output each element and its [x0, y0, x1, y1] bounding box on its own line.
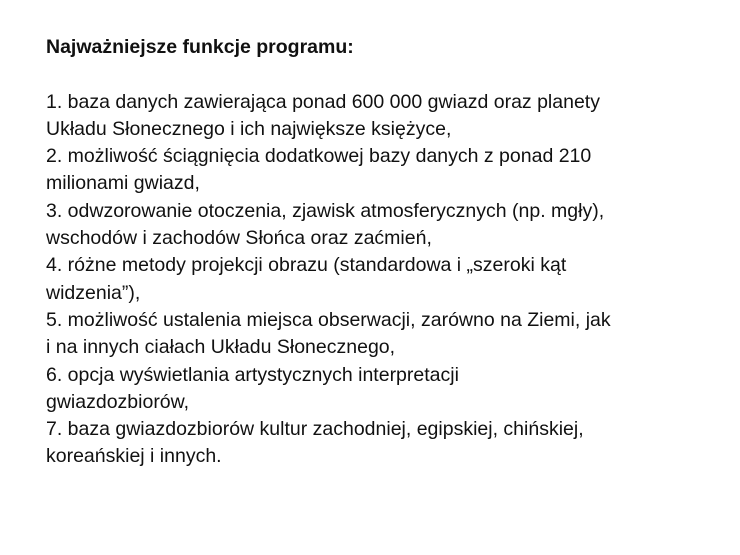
- feature-line: widzenia”),: [46, 281, 141, 304]
- feature-line: 6. opcja wyświetlania artystycznych interpretacji: [46, 363, 459, 386]
- slide-title: Najważniejsze funkcje programu:: [46, 36, 354, 58]
- feature-line: 2. możliwość ściągnięcia dodatkowej bazy danych z ponad 210: [46, 145, 592, 168]
- feature-line: 7. baza gwiazdozbiorów kultur zachodniej, egipskiej, chińskiej,: [46, 418, 584, 441]
- feature-line: 4. różne metody projekcji obrazu (standardowa i „szeroki kąt: [46, 254, 567, 277]
- feature-line: gwiazdozbiorów,: [46, 390, 190, 413]
- feature-line: 1. baza danych zawierająca ponad 600 000 gwiazd oraz planety: [46, 90, 600, 113]
- feature-line: i na innych ciałach Układu Słonecznego,: [46, 336, 396, 359]
- feature-line: koreańskiej i innych.: [46, 445, 222, 468]
- feature-line: 3. odwzorowanie otoczenia, zjawisk atmosferycznych (np. mgły),: [46, 199, 605, 222]
- feature-line: 5. możliwość ustalenia miejsca obserwacji, zarówno na Ziemi, jak: [46, 308, 611, 331]
- feature-line: wschodów i zachodów Słońca oraz zaćmień,: [46, 227, 432, 250]
- title-spacer: [46, 61, 716, 88]
- feature-line: Układu Słonecznego i ich największe księżyce,: [46, 117, 452, 140]
- feature-line: milionami gwiazd,: [46, 172, 200, 195]
- slide-content: [46, 34, 716, 471]
